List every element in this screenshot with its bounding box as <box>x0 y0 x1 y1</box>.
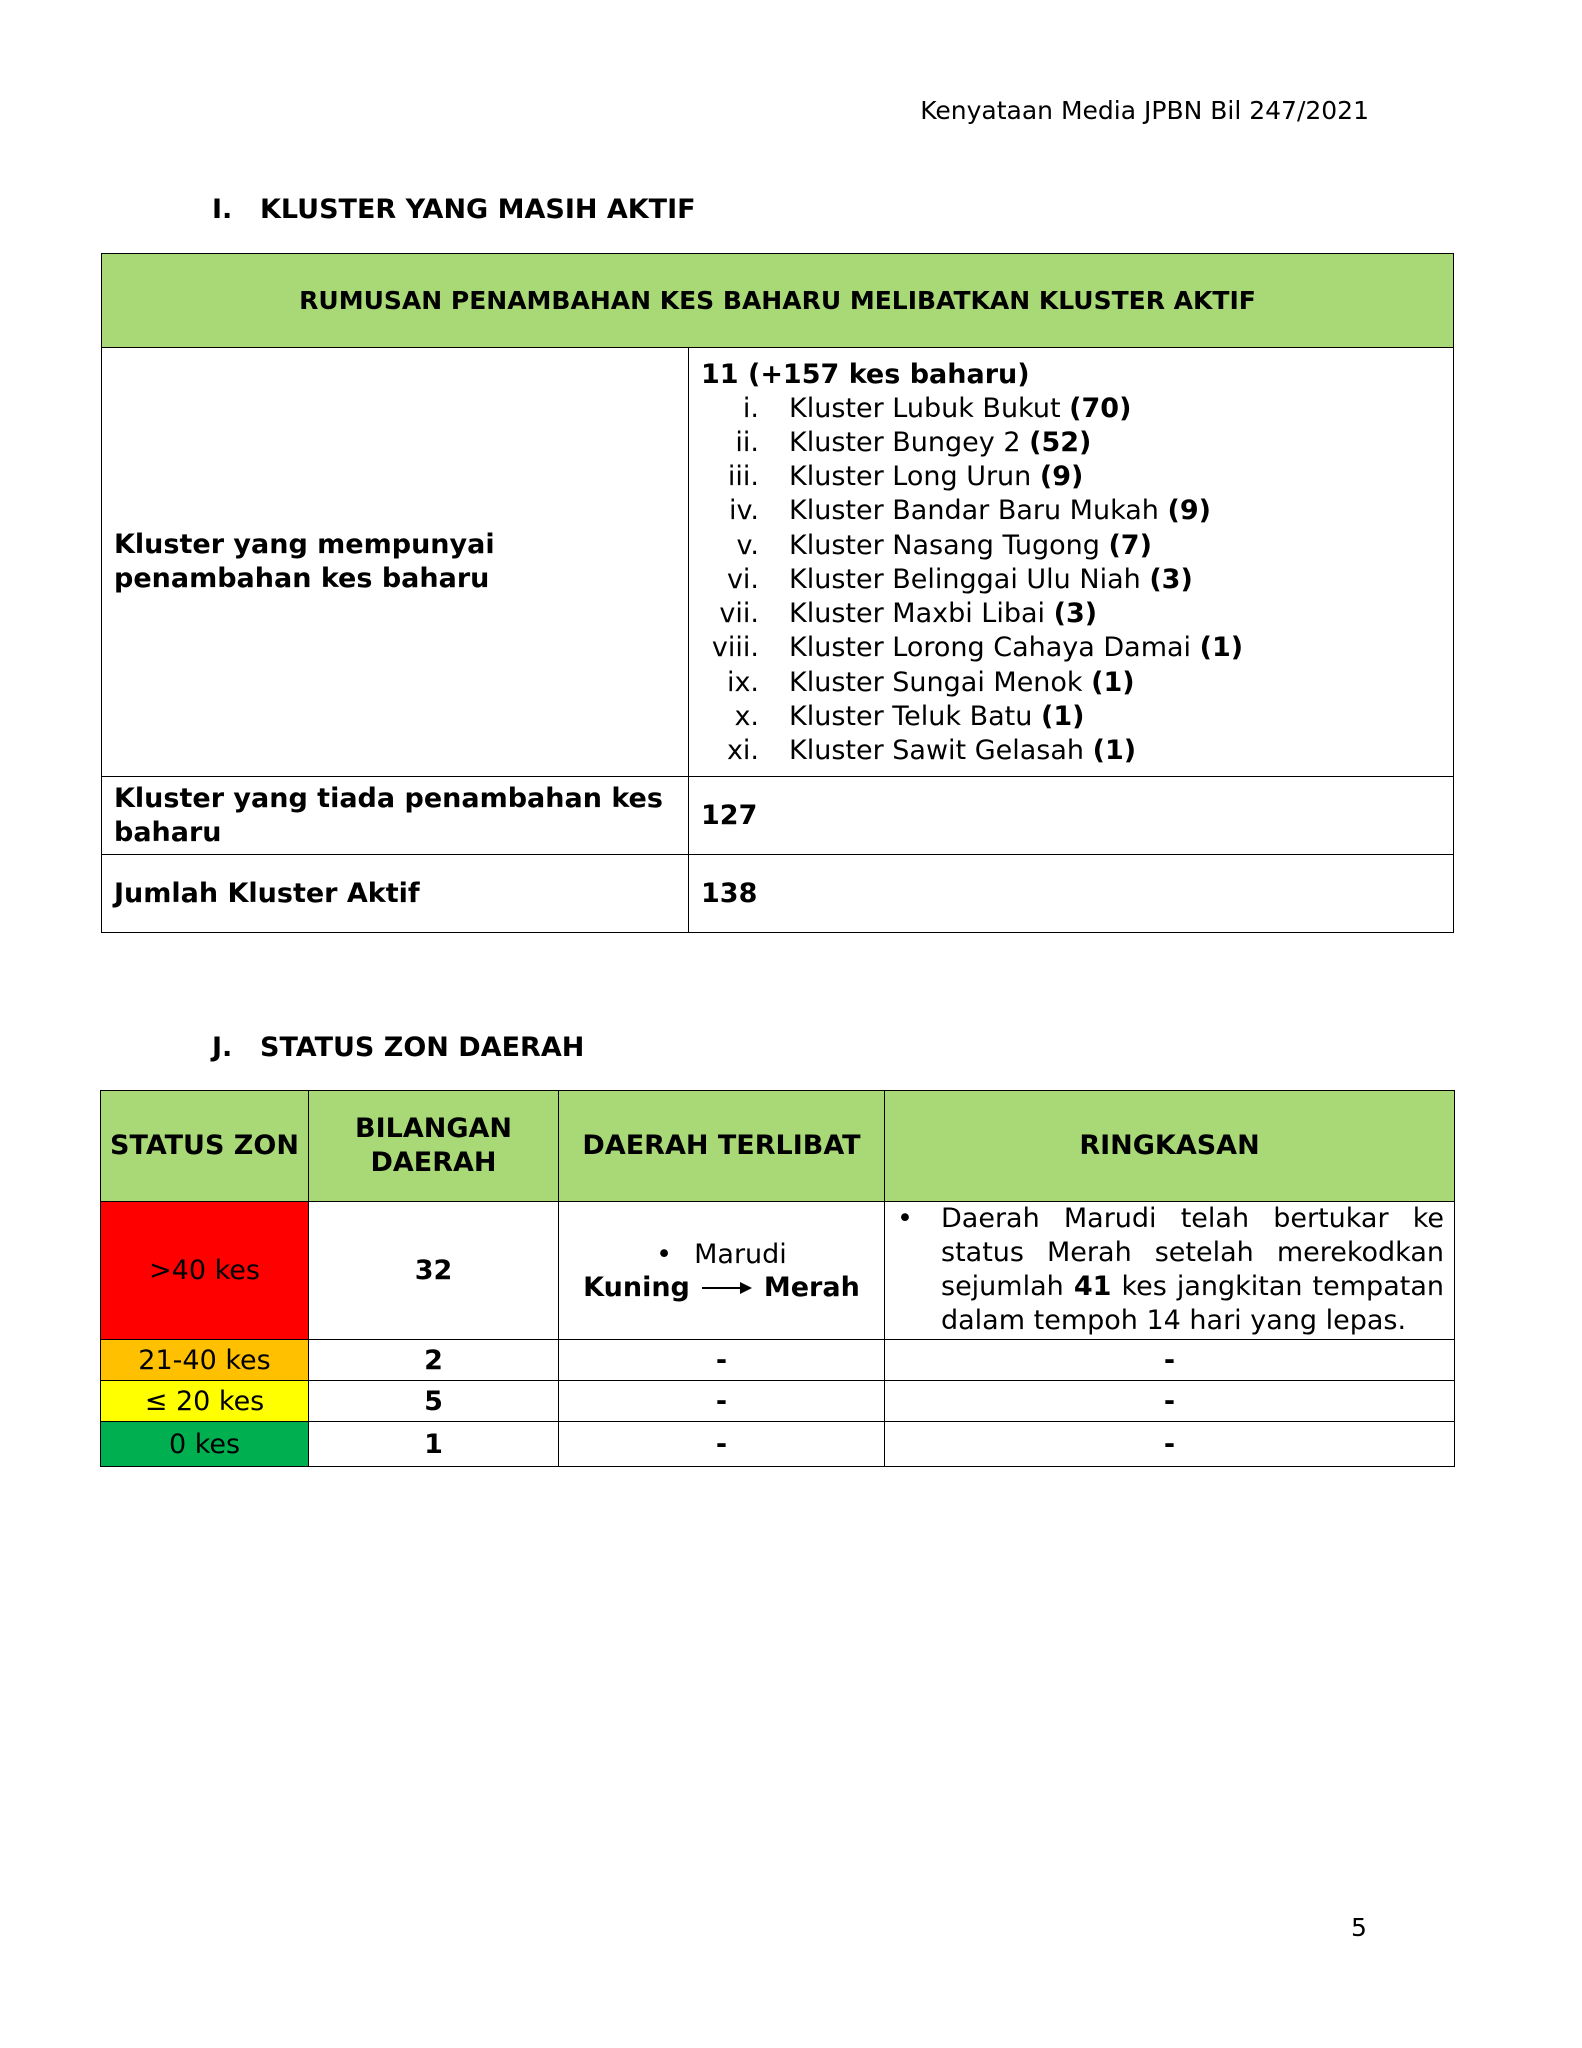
list-item <box>701 700 1441 734</box>
affected-district-cell: - <box>559 1381 885 1422</box>
document-reference: Kenyataan Media JPBN Bil 247/2021 <box>920 96 1369 125</box>
summary-cell: - <box>885 1381 1455 1422</box>
cluster-count: (70) <box>1069 392 1132 424</box>
table-row <box>101 1381 1455 1422</box>
cluster-name: Kluster Bandar Baru Mukah <box>789 495 1159 527</box>
section-i-number: I. <box>212 194 233 225</box>
cluster-name: Kluster Sungai Menok <box>789 666 1083 698</box>
table-row <box>102 855 1454 933</box>
district-count: 5 <box>309 1381 559 1422</box>
list-number: ii. <box>735 427 759 459</box>
list-item <box>701 666 1441 700</box>
affected-district-cell: - <box>559 1340 885 1381</box>
list-number: iv. <box>729 495 759 527</box>
list-number: vi. <box>726 563 759 595</box>
list-number: v. <box>736 529 759 561</box>
affected-district-cell <box>559 1202 885 1340</box>
table-row <box>102 348 1454 777</box>
district-name: Marudi <box>694 1239 787 1270</box>
section-i-title: KLUSTER YANG MASIH AKTIF <box>260 194 696 225</box>
list-number: viii. <box>711 632 759 664</box>
list-item <box>701 631 1441 665</box>
zone-status-cell: >40 kes <box>101 1202 309 1340</box>
cluster-name: Kluster Bungey 2 <box>789 427 1021 459</box>
cluster-count: (9) <box>1039 461 1084 493</box>
list-item <box>701 426 1441 460</box>
table-i-title: RUMUSAN PENAMBAHAN KES BAHARU MELIBATKAN KLUSTER AKTIF <box>102 254 1454 348</box>
cluster-count: (1) <box>1092 734 1137 766</box>
list-number: ix. <box>726 666 759 698</box>
from-zone: Kuning <box>583 1272 690 1303</box>
list-number: vii. <box>719 598 759 630</box>
page-number: 5 <box>1351 1913 1367 1942</box>
cluster-count: (3) <box>1149 563 1193 595</box>
cluster-name: Kluster Nasang Tugong <box>789 529 1100 561</box>
header-daerah-terlibat: DAERAH TERLIBAT <box>559 1091 885 1202</box>
row-label: Kluster yang mempunyai penambahan kes baharu <box>102 348 689 777</box>
new-cases-cell <box>689 348 1454 777</box>
list-item <box>701 529 1441 563</box>
list-item <box>701 734 1441 768</box>
district-count: 32 <box>309 1202 559 1340</box>
cluster-name: Kluster Belinggai Ulu Niah <box>789 563 1141 595</box>
cluster-name: Kluster Teluk Batu <box>789 700 1033 732</box>
cluster-name: Kluster Maxbi Libai <box>789 598 1046 630</box>
summary-text: Daerah Marudi telah bertukar ke status Merah setelah merekodkan sejumlah 41 kes jangkitan tempatan dalam tempoh 14 hari yang lepas. <box>941 1203 1444 1336</box>
cluster-count: (1) <box>1040 700 1085 732</box>
cluster-list <box>701 392 1441 768</box>
district-count: 1 <box>309 1422 559 1467</box>
list-number: i. <box>742 392 759 424</box>
zone-status-cell: 21-40 kes <box>101 1340 309 1381</box>
district-count: 2 <box>309 1340 559 1381</box>
bullet-icon: • <box>656 1239 673 1270</box>
header-status-zon: STATUS ZON <box>101 1091 309 1202</box>
row-label: Kluster yang tiada penambahan kes baharu <box>102 777 689 855</box>
to-zone: Merah <box>763 1272 860 1303</box>
cluster-count: (7) <box>1108 529 1152 561</box>
table-row <box>101 1422 1455 1467</box>
section-j-title: STATUS ZON DAERAH <box>260 1032 585 1063</box>
table-row <box>101 1340 1455 1381</box>
cluster-count: (52) <box>1029 427 1092 459</box>
table-row <box>102 777 1454 855</box>
list-number: xi. <box>726 734 759 766</box>
list-item <box>701 597 1441 631</box>
section-i-heading <box>212 194 696 225</box>
active-cluster-summary-table <box>101 253 1454 933</box>
zone-transition <box>560 1272 883 1303</box>
cluster-count: (3) <box>1053 598 1098 630</box>
header-bilangan-daerah: BILANGAN DAERAH <box>309 1091 559 1202</box>
list-number: iii. <box>727 461 759 493</box>
zone-status-cell: ≤ 20 kes <box>101 1381 309 1422</box>
cluster-name: Kluster Long Urun <box>789 461 1032 493</box>
cluster-name: Kluster Lubuk Bukut <box>789 392 1061 424</box>
row-value: 138 <box>689 855 1454 933</box>
arrow-right-icon <box>702 1281 752 1295</box>
bullet-icon: • <box>897 1203 913 1234</box>
list-number: x. <box>734 700 759 732</box>
cluster-name: Kluster Sawit Gelasah <box>789 734 1085 766</box>
district-zone-status-table <box>100 1090 1455 1467</box>
table-row <box>101 1202 1455 1340</box>
row-value: 127 <box>689 777 1454 855</box>
list-item <box>701 392 1441 426</box>
new-case-total: 11 (+157 kes baharu) <box>701 358 1030 390</box>
section-j-heading <box>212 1032 584 1063</box>
cluster-name: Kluster Lorong Cahaya Damai <box>789 632 1192 664</box>
list-item <box>701 494 1441 528</box>
summary-cell: - <box>885 1422 1455 1467</box>
header-ringkasan: RINGKASAN <box>885 1091 1455 1202</box>
zone-status-cell: 0 kes <box>101 1422 309 1467</box>
list-item <box>701 563 1441 597</box>
cluster-count: (1) <box>1091 666 1135 698</box>
cluster-count: (1) <box>1199 632 1244 664</box>
row-label: Jumlah Kluster Aktif <box>102 855 689 933</box>
summary-cell: - <box>885 1340 1455 1381</box>
list-item <box>701 460 1441 494</box>
summary-cell <box>885 1202 1455 1340</box>
affected-district-cell: - <box>559 1422 885 1467</box>
cluster-count: (9) <box>1167 495 1211 527</box>
section-j-number: J. <box>212 1032 233 1063</box>
